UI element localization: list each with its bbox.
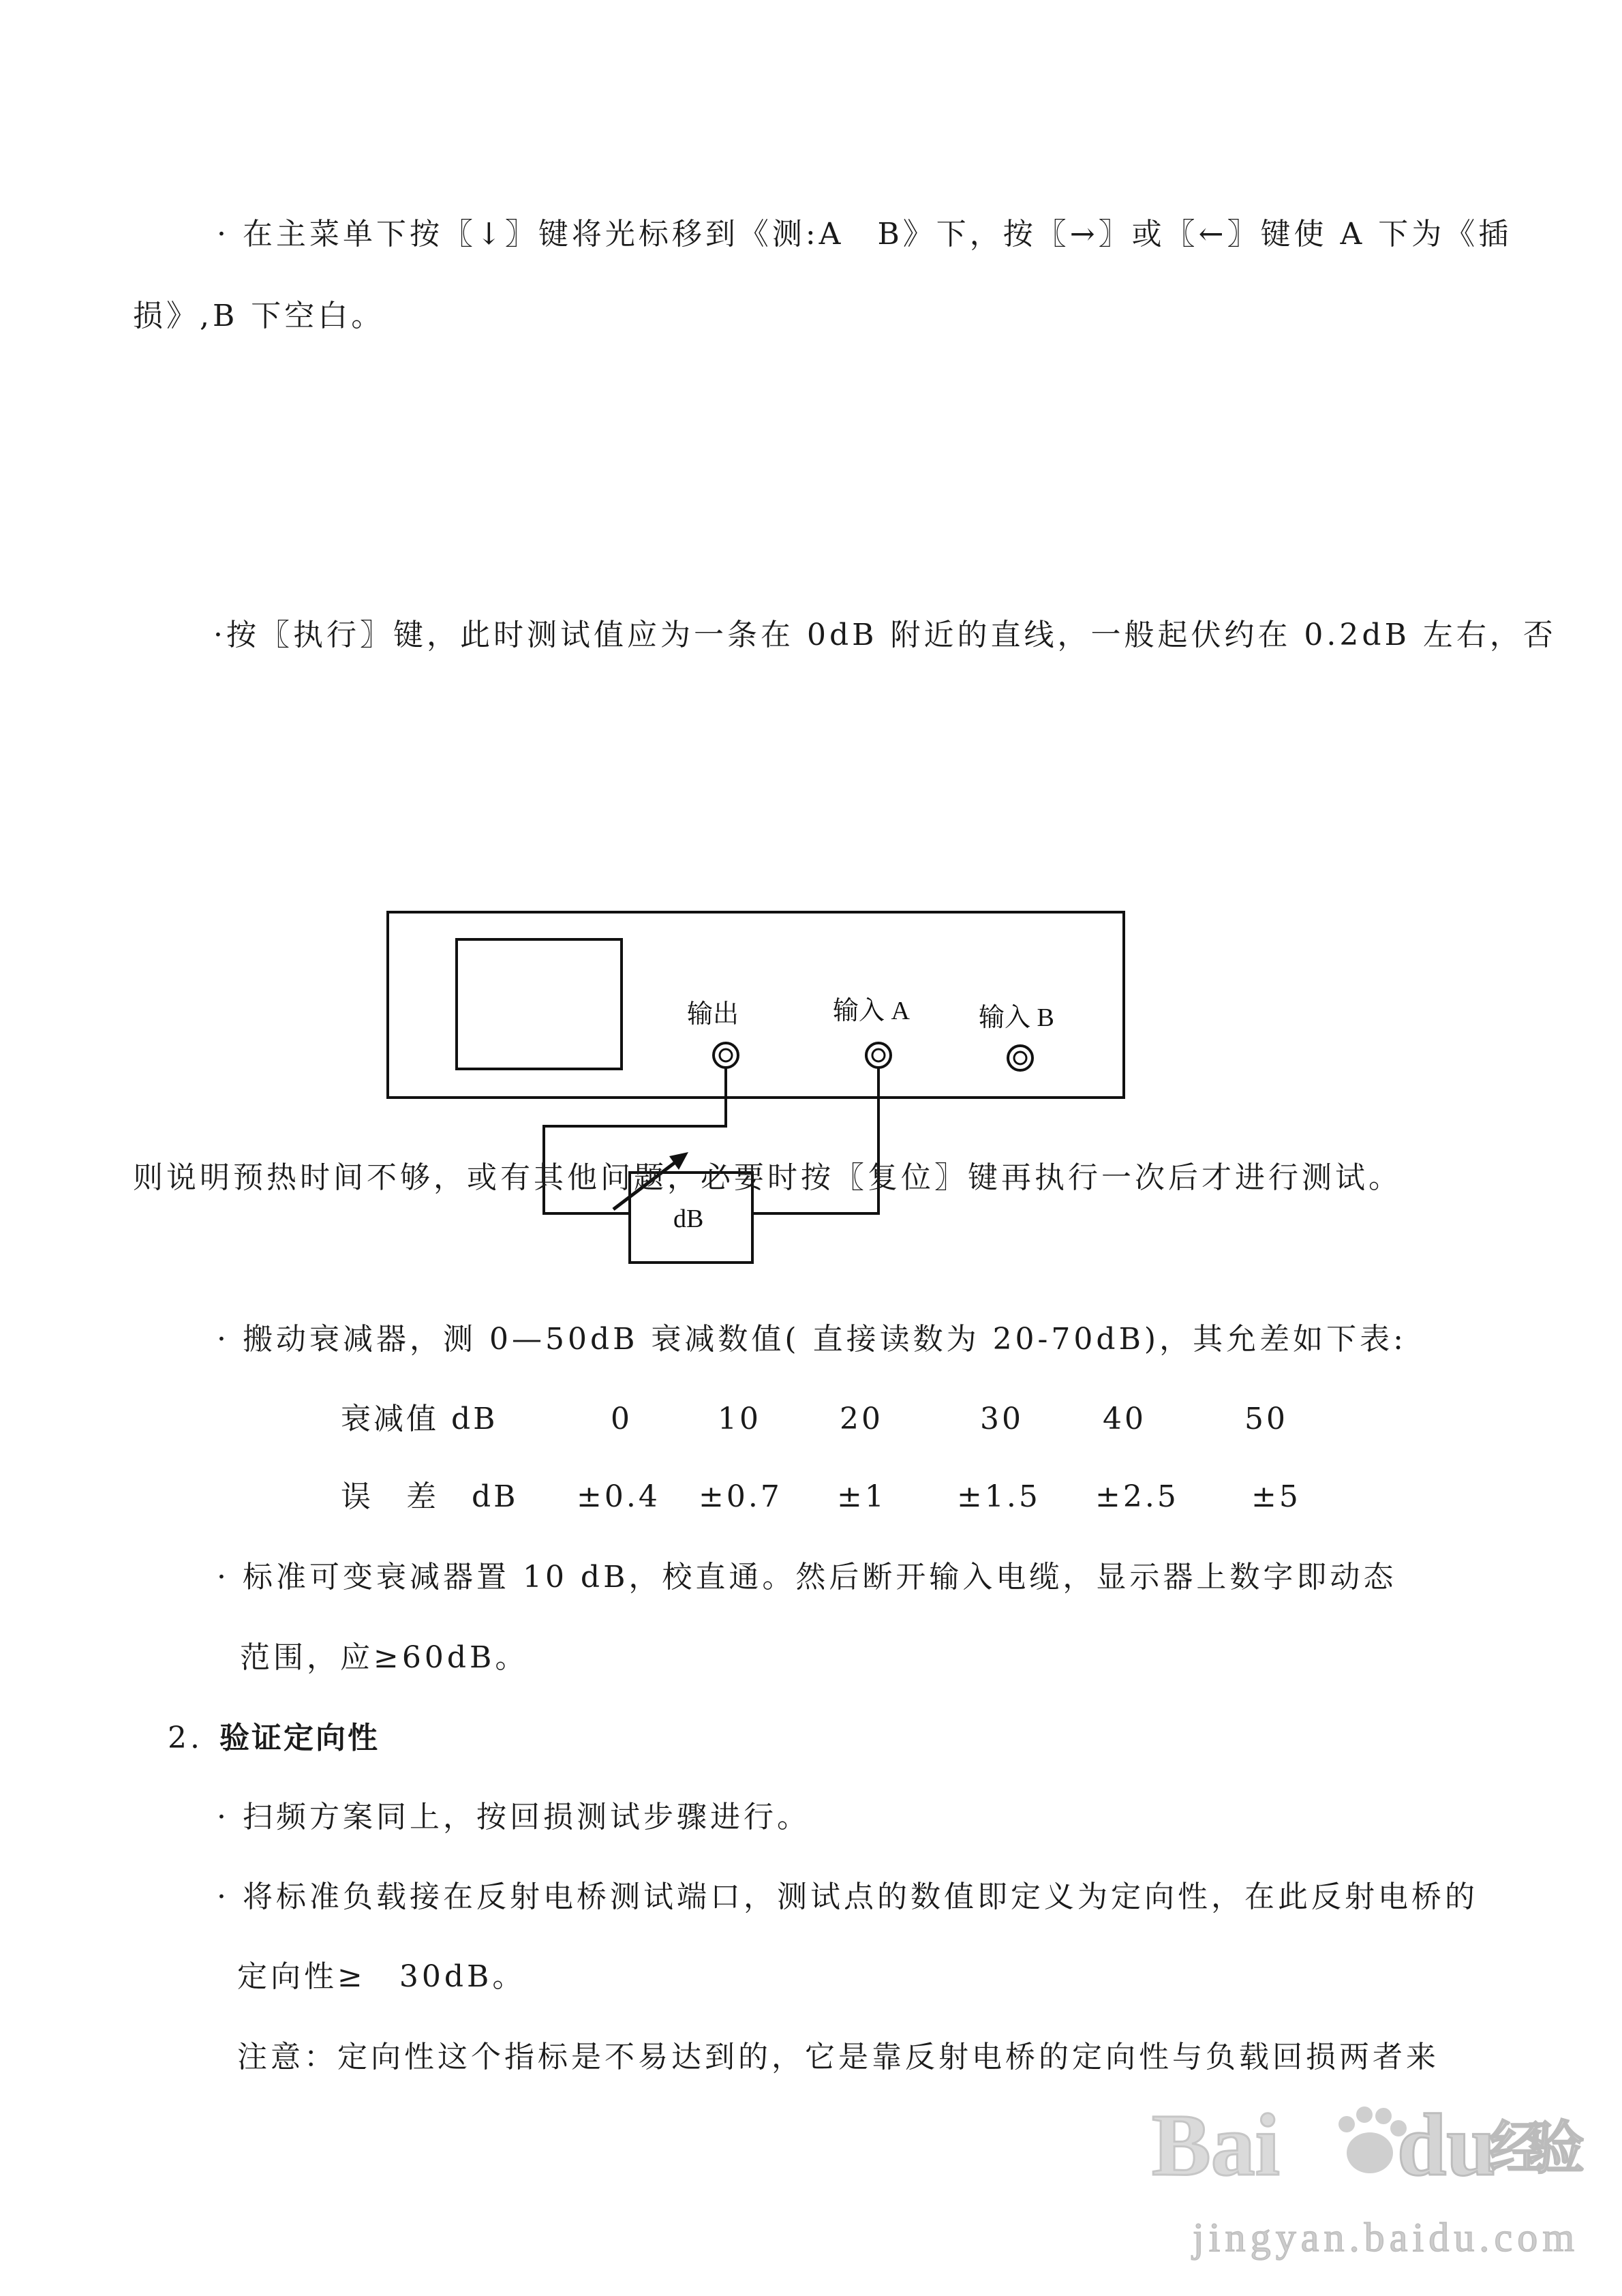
- table-value-cell: 10: [718, 1402, 761, 1436]
- table-error-cell: ±2.5: [1095, 1479, 1179, 1514]
- svg-text:du: du: [1397, 2096, 1496, 2194]
- paragraph-4-line-1: · 标准可变衰减器置 10 dB，校直通。然后断开输入电缆，显示器上数字即动态: [217, 1560, 1397, 1595]
- table-error-cell: ±0.4: [577, 1479, 660, 1514]
- baidu-jingyan-watermark: [1145, 2072, 1588, 2277]
- label-input-a: 输入 A: [833, 997, 910, 1025]
- paw-icon: [1338, 2106, 1407, 2173]
- svg-text:jingyan.baidu.com: jingyan.baidu.com: [1193, 2215, 1574, 2260]
- paragraph-6-line-1: · 将标准负载接在反射电桥测试端口，测试点的数值即定义为定向性，在此反射电桥的: [217, 1879, 1478, 1914]
- label-output: 输出: [687, 1000, 739, 1029]
- label-attenuator: dB: [673, 1205, 704, 1233]
- svg-text:经验: 经验: [1489, 2117, 1585, 2181]
- label-input-b: 输入 B: [979, 1003, 1054, 1032]
- display-screen: [457, 939, 622, 1069]
- table-value-cell: 30: [980, 1402, 1024, 1436]
- paragraph-2-line-2: 则说明预热时间不够，或有其他问题，必要时按〖复位〗键再执行一次后才进行测试。: [133, 1160, 1402, 1195]
- paragraph-1-line-2: 损》,B 下空白。: [133, 299, 385, 333]
- svg-text:Bai: Bai: [1152, 2096, 1280, 2194]
- paragraph-3: · 搬动衰减器，测 0—50dB 衰减数值( 直接读数为 20-70dB)，其允差如下表:: [217, 1322, 1407, 1357]
- table-error-cell: ±1: [837, 1479, 887, 1514]
- table-value-cell: 0: [611, 1402, 632, 1436]
- table-value-cell: 20: [840, 1402, 883, 1436]
- paragraph-2-line-1: ·按〖执行〗键，此时测试值应为一条在 0dB 附近的直线，一般起伏约在 0.2dB 左右，否: [213, 618, 1557, 652]
- paragraph-7: 注意：定向性这个指标是不易达到的，它是靠反射电桥的定向性与负载回损两者来: [237, 2040, 1439, 2074]
- table-error-cell: ±1.5: [957, 1479, 1041, 1514]
- table-row-label-error: 误 差 dB: [341, 1479, 519, 1514]
- section-2-number: 2.: [168, 1721, 203, 1755]
- table-error-cell: ±5: [1251, 1479, 1301, 1514]
- connector-output-icon: [714, 1043, 738, 1068]
- paragraph-4-line-2: 范围，应≥60dB。: [240, 1640, 529, 1675]
- connector-input-a-icon: [866, 1043, 891, 1068]
- table-row-label-value: 衰减值 dB: [341, 1402, 498, 1436]
- paragraph-6-line-2: 定向性≥ 30dB。: [237, 1959, 526, 1994]
- paragraph-1-line-1: · 在主菜单下按〖↓〗键将光标移到《测:A B》下，按〖→〗或〖←〗键使 A 下为《插: [217, 217, 1512, 252]
- paragraph-5: · 扫频方案同上，按回损测试步骤进行。: [217, 1800, 810, 1834]
- table-value-cell: 50: [1244, 1402, 1288, 1436]
- connector-input-b-icon: [1008, 1046, 1032, 1070]
- section-2-title: 验证定向性: [219, 1721, 380, 1755]
- table-error-cell: ±0.7: [699, 1479, 782, 1514]
- table-value-cell: 40: [1103, 1402, 1146, 1436]
